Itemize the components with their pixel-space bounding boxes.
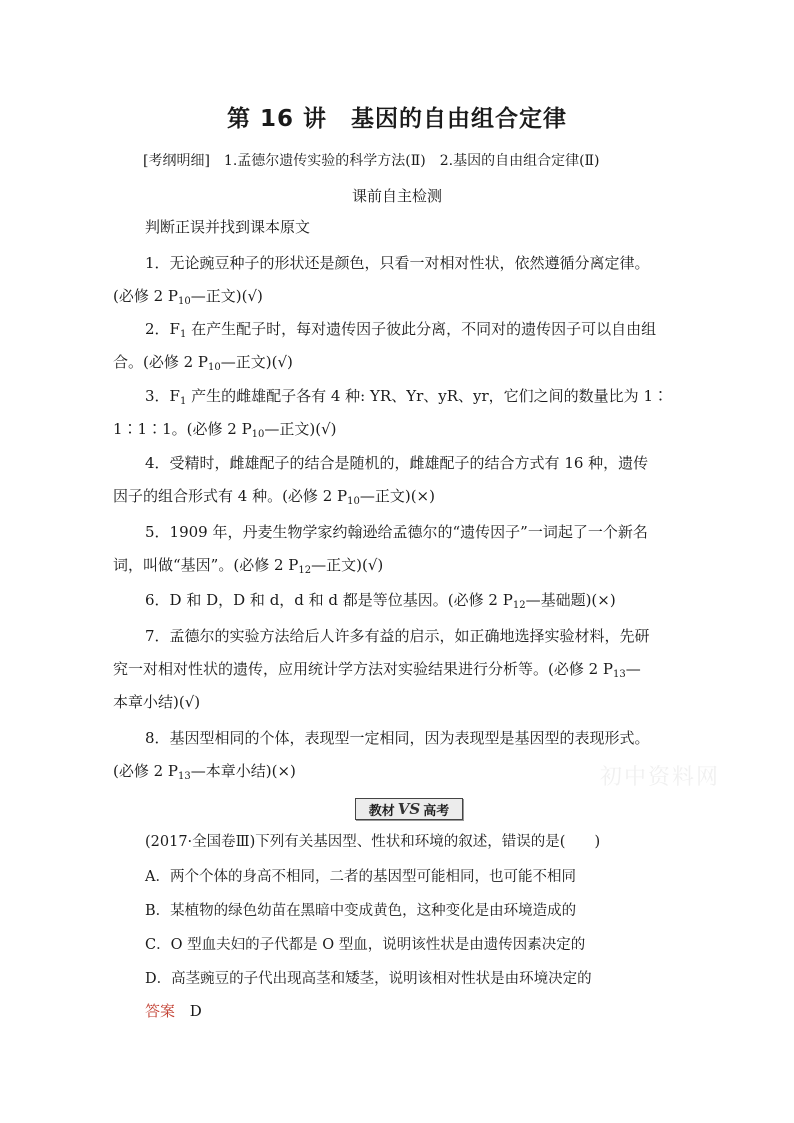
judgement-item-5 bbox=[113, 516, 685, 582]
answer-value: D bbox=[189, 1002, 202, 1020]
item-text: 2．$F_1$ 在产生配子时，每对遗传因子彼此分离，不同对的遗传因子可以自由组 bbox=[145, 320, 657, 340]
item-reference: 1∶1∶1。(必修 2 $P_{10}—$正文)(√) bbox=[113, 420, 337, 440]
item-reference: 合。(必修 2 $P_{10}—$正文)(√) bbox=[113, 353, 293, 373]
judgement-item-1 bbox=[113, 247, 685, 313]
judgement-item-4 bbox=[113, 447, 685, 513]
item-reference: 本章小结)(√) bbox=[113, 693, 201, 711]
answer bbox=[145, 1000, 202, 1021]
syllabus-outline: [考纲明细] 1.孟德尔遗传实验的科学方法(Ⅱ) 2.基因的自由组合定律(Ⅱ) bbox=[143, 153, 600, 169]
item-text: 1．无论豌豆种子的形状还是颜色，只看一对相对性状，依然遵循分离定律。 bbox=[145, 254, 650, 272]
item-text: 4．受精时，雌雄配子的结合是随机的，雌雄配子的结合方式有 16 种，遗传 bbox=[145, 454, 649, 472]
option-d: D．高茎豌豆的子代出现高茎和矮茎，说明该相对性状是由环境决定的 bbox=[145, 971, 592, 987]
exam-question: (2017·全国卷Ⅲ)下列有关基因型、性状和环境的叙述，错误的是( ) bbox=[145, 834, 601, 850]
badge-left-label: 教材 bbox=[368, 803, 395, 819]
option-b: B．某植物的绿色幼苗在黑暗中变成黄色，这种变化是由环境造成的 bbox=[145, 903, 577, 919]
item-reference: 词，叫做“基因”。(必修 2 $P_{12}—$正文)(√) bbox=[113, 556, 384, 576]
item-text: 5．1909 年，丹麦生物学家约翰逊给孟德尔的“遗传因子”一词起了一个新名 bbox=[145, 523, 648, 541]
item-text: 7．孟德尔的实验方法给后人许多有益的启示，如正确地选择实验材料，先研 bbox=[145, 627, 650, 645]
item-text: 8．基因型相同的个体，表现型一定相同，因为表现型是基因型的表现形式。 bbox=[145, 729, 650, 747]
section-title: 课前自主检测 bbox=[351, 187, 442, 205]
judgement-item-2 bbox=[113, 313, 685, 379]
option-a: A．两个个体的身高不相同，二者的基因型可能相同，也可能不相同 bbox=[145, 869, 576, 885]
badge-right-label: 高考 bbox=[423, 803, 450, 819]
judgement-item-3 bbox=[113, 380, 685, 446]
judgement-item-7 bbox=[113, 620, 685, 719]
task-instruction: 判断正误并找到课本原文 bbox=[145, 218, 311, 236]
item-text: 3．$F_1$ 产生的雌雄配子各有 4 种: YR、Yr、yR、yr，它们之间的数量比为 1∶ bbox=[145, 387, 668, 407]
item-reference: 因子的组合形式有 4 种。(必修 2 $P_{10}—$正文)(×) bbox=[113, 487, 435, 507]
item-text: 6．D 和 D，D 和 d，d 和 d 都是等位基因。(必修 2 $P_{12}—$基础题)(×) bbox=[145, 591, 616, 611]
item-reference: (必修 2 $P_{10}—$正文)(√) bbox=[113, 287, 263, 307]
item-reference: (必修 2 $P_{13}—$本章小结)(×) bbox=[113, 762, 296, 782]
textbook-vs-exam-badge bbox=[355, 798, 463, 820]
judgement-item-6 bbox=[113, 584, 685, 617]
option-c: C．O 型血夫妇的子代都是 O 型血，说明该性状是由遗传因素决定的 bbox=[145, 937, 586, 953]
watermark: 初中资料网 bbox=[600, 765, 721, 790]
item-text-continued: 究一对相对性状的遗传，应用统计学方法对实验结果进行分析等。(必修 2 $P_{13}—$ bbox=[113, 660, 641, 680]
answer-label: 答案 bbox=[145, 1002, 176, 1020]
page-title: 第 16 讲 基因的自由组合定律 bbox=[226, 106, 568, 132]
vs-icon: VS bbox=[397, 800, 421, 818]
